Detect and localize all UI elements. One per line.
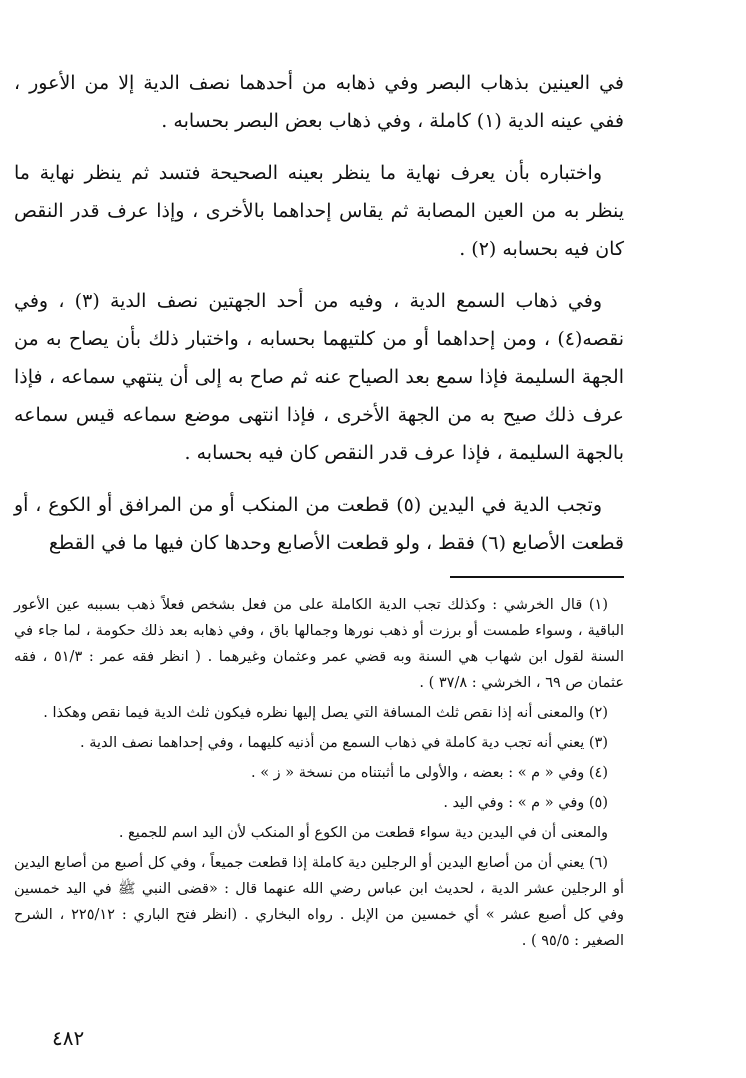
footnote-4: (٤) وفي « م » : بعضه ، والأولى ما أثبتناه من نسخة « ز » . — [250, 765, 608, 781]
main-paragraph-4: وتجب الدية في اليدين (٥) قطعت من المنكب أو من المرافق أو الكوع ، أو قطعت الأصابع (٦) فقط ، ولو قطعت الأصابع وحدها كان فيها ما في القطع — [14, 494, 624, 554]
main-paragraph-2: واختباره بأن يعرف نهاية ما ينظر بعينه الصحيحة فتسد ثم ينظر نهاية ما ينظر به من العين المصابة ثم يقاس إحداهما بالأخرى ، وإذا عرف قدر النقص كان فيه بحسابه (٢) . — [14, 162, 624, 260]
page-body — [14, 64, 624, 958]
footnote-3: (٣) يعني أنه تجب دية كاملة في ذهاب السمع من أذنيه كليهما ، وفي إحداهما نصف الدية . — [80, 735, 608, 751]
footnote-2: (٢) والمعنى أنه إذا نقص ثلث المسافة التي يصل إليها نظره فيكون ثلث الدية فيما نقص وهكذا . — [43, 705, 608, 721]
footnote-6: (٦) يعني أن من أصابع اليدين أو الرجلين دية كاملة إذا قطعت جميعاً ، وفي كل أصبع من أصابع اليدين أو الرجلين عشر الدية ، لحديث ابن عباس رضي الله عنهما قال : «قضى النبي ﷺ في اليد خمسين وفي كل أصبع عشر » أي خمسين من الإبل . رواه البخاري . (انظر فتح الباري : ٢٢٥/١٢ ، الشرح الصغير : ٩٥/٥ ) . — [14, 855, 625, 949]
main-paragraph-1: في العينين بذهاب البصر وفي ذهابه من أحدهما نصف الدية إلا من الأعور ، ففي عينه الدية (١) كاملة ، وفي ذهاب بعض البصر بحسابه . — [14, 72, 624, 132]
footnote-5-note: والمعنى أن في اليدين دية سواء قطعت من الكوع أو المنكب لأن اليد اسم للجميع . — [118, 825, 608, 841]
footnote-1: (١) قال الخرشي : وكذلك تجب الدية الكاملة على من فعل بشخص فعلاً ذهب بسببه عين الأعور الباقية ، وسواء طمست أو برزت أو ذهب نورها وجمالها باق ، وفي ذهابه بعد ذلك حكومة ، لما جاء في السنة لقول ابن شهاب هي السنة وبه قضي عمر وعثمان وغيرهما . ( انظر فقه عمر : ٥١/٣ ، فقه عثمان ص ٦٩ ، الخرشي : ٣٧/٨ ) . — [14, 597, 624, 691]
footnote-5: (٥) وفي « م » : وفي اليد . — [443, 795, 608, 811]
footnotes — [14, 592, 624, 954]
main-paragraph-3: وفي ذهاب السمع الدية ، وفيه من أحد الجهتين نصف الدية (٣) ، وفي نقصه(٤) ، ومن إحداهما أو من كلتيهما بحسابه ، واختبار ذلك بأن يصاح به من الجهة السليمة فإذا سمع بعد الصياح عنه ثم صاح به إلى أن ينتهي سماعه ، فإذا عرف ذلك صيح به من الجهة الأخرى ، فإذا انتهى موضع سماعه قيس سماعه بالجهة السليمة ، فإذا عرف قدر النقص كان فيه بحسابه . — [14, 290, 624, 464]
main-text — [14, 64, 624, 562]
footnote-divider — [450, 576, 624, 578]
page-number: ٤٨٢ — [52, 1026, 85, 1050]
